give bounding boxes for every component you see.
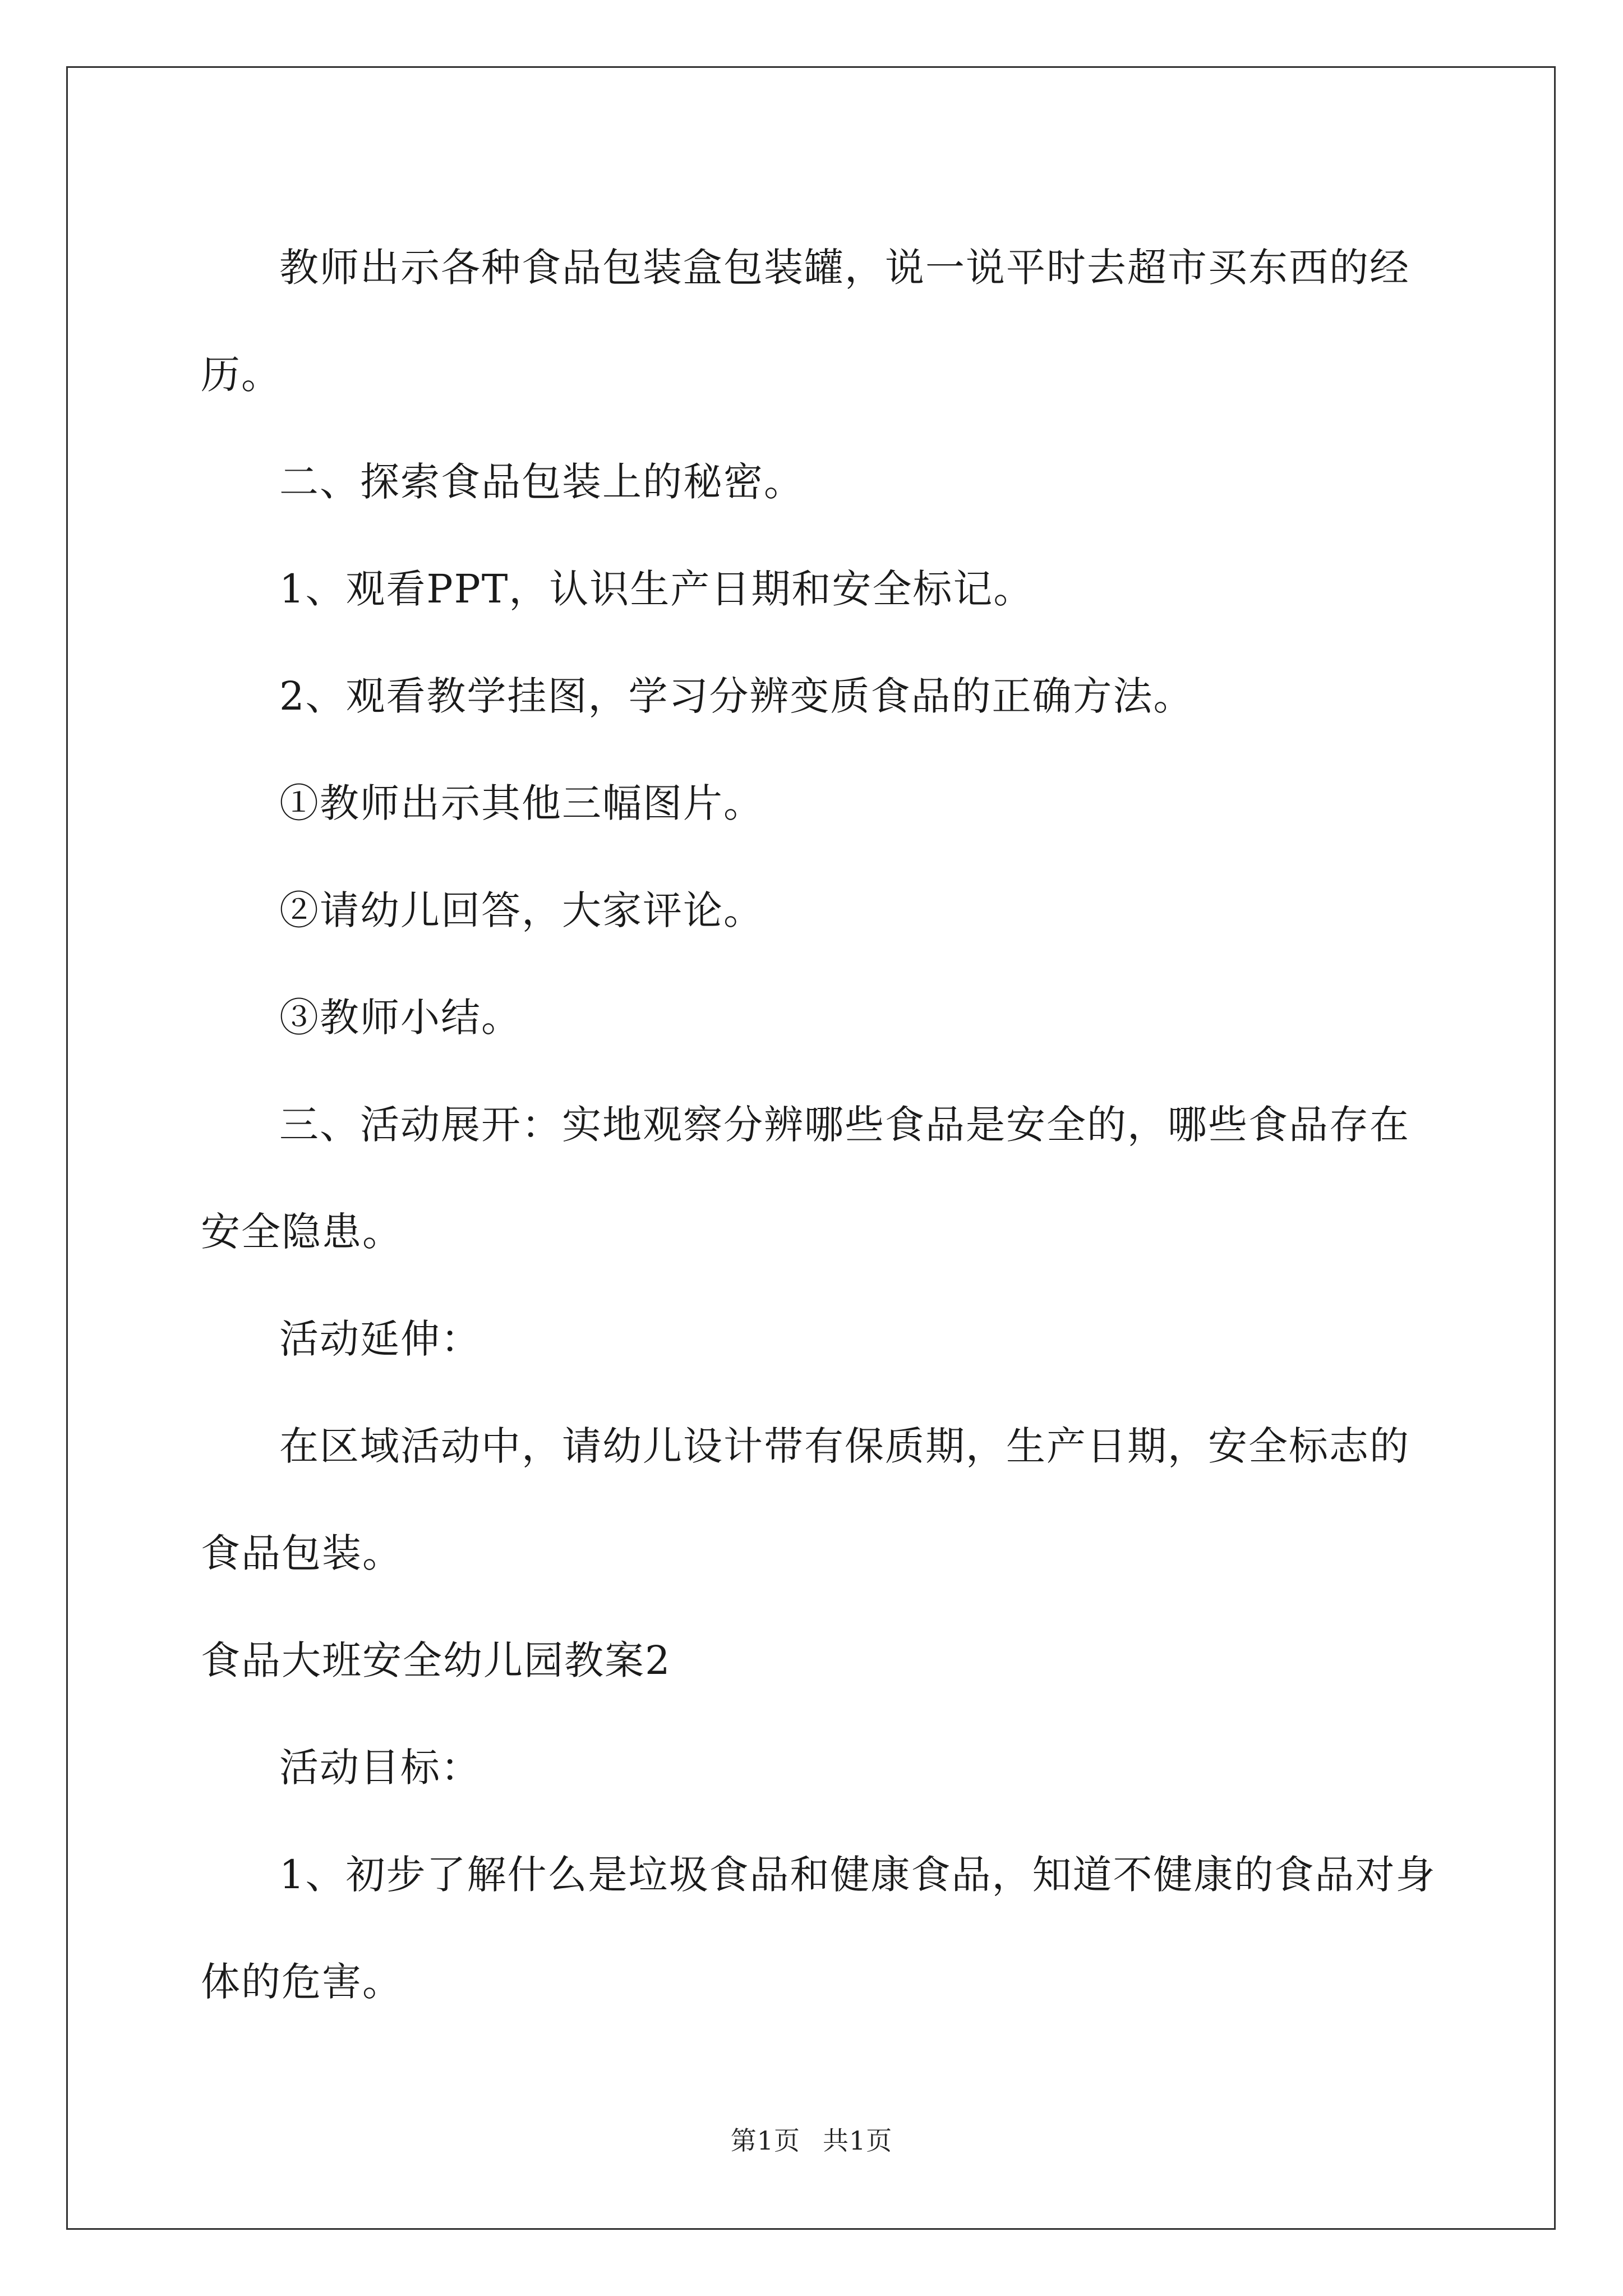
paragraph: 食品包装。	[201, 1530, 403, 1576]
paragraph: ③教师小结。	[279, 995, 522, 1041]
page-number: 第1页	[730, 2125, 800, 2156]
paragraph: 1、观看PPT，认识生产日期和安全标记。	[279, 566, 1034, 612]
paragraph: 教师出示各种食品包装盒包装罐，说一说平时去超市买东西的经	[279, 245, 1410, 291]
paragraph: 活动延伸：	[279, 1316, 481, 1362]
paragraph: 在区域活动中，请幼儿设计带有保质期，生产日期，安全标志的	[279, 1423, 1410, 1469]
document-body	[201, 214, 1436, 2036]
page-footer	[0, 2120, 1623, 2157]
paragraph: 1、初步了解什么是垃圾食品和健康食品，知道不健康的食品对身	[279, 1852, 1436, 1898]
paragraph: 安全隐患。	[201, 1209, 403, 1255]
paragraph: 活动目标：	[279, 1745, 481, 1791]
paragraph: ②请幼儿回答，大家评论。	[279, 887, 764, 933]
page-total: 共1页	[823, 2125, 893, 2156]
paragraph: ①教师出示其他三幅图片。	[279, 780, 764, 826]
section-heading: 三、活动展开：实地观察分辨哪些食品是安全的，哪些食品存在	[279, 1102, 1410, 1148]
paragraph: 2、观看教学挂图，学习分辨变质食品的正确方法。	[279, 673, 1194, 719]
paragraph: 体的危害。	[201, 1959, 403, 2005]
paragraph: 历。	[201, 352, 282, 398]
document-title: 食品大班安全幼儿园教案2	[201, 1637, 671, 1683]
section-heading: 二、探索食品包装上的秘密。	[279, 459, 804, 505]
